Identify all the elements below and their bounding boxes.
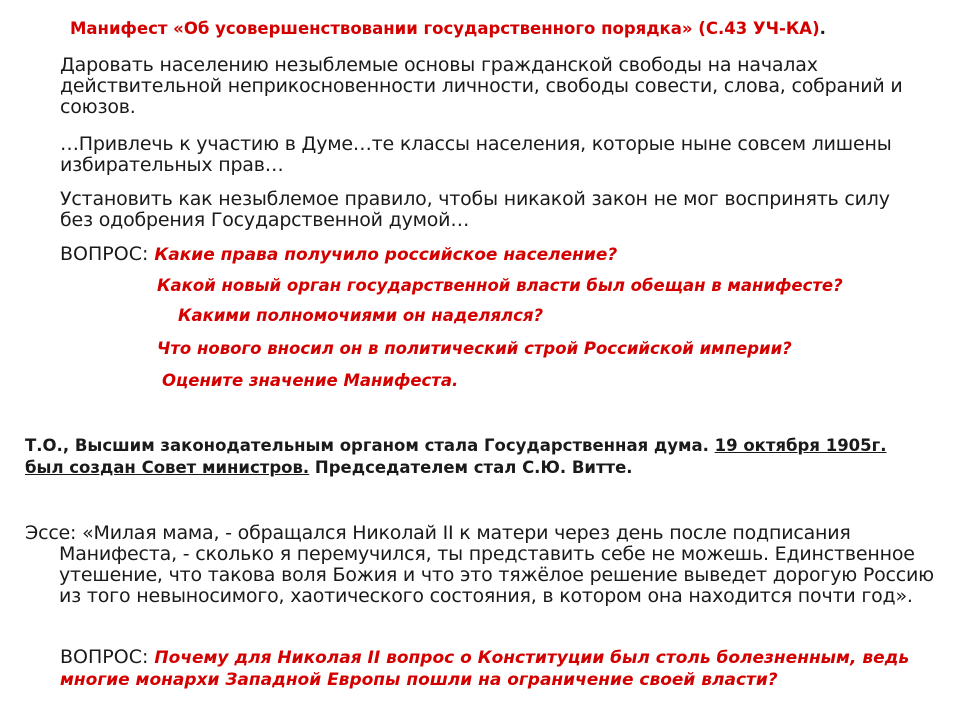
final-question: [60, 647, 940, 691]
essay: [25, 523, 940, 607]
question-political-change: Что нового вносил он в политический строй Российской империи?: [157, 339, 792, 358]
final-question-text: Почему для Николая II вопрос о Конституции был столь болезненным, ведь многие монархи Западной Европы пошли на ограничение своей власти?: [60, 648, 910, 690]
paragraph-civil-liberties: Даровать населению незыблемые основы гражданской свободы на началах действительной неприкосновенности личности, свободы совести, слова, собраний и союзов.: [60, 54, 903, 118]
slide-title: [70, 16, 940, 42]
question-label: ВОПРОС:: [60, 243, 155, 265]
essay-body: Манифеста, - сколько я перемучился, ты представить себе не можешь. Единственное утешение, что такова воля Божия и что это тяжёлое решение выведет дорогую Россию из того невыносимого, хаотического состояния, в котором она находится почти год».: [59, 543, 934, 607]
title-end: .: [819, 19, 826, 38]
question-evaluate: Оцените значение Манифеста.: [162, 371, 459, 390]
question-line-1: [60, 244, 940, 266]
question-powers: Какими полномочиями он наделялся?: [178, 306, 544, 325]
paragraph-law-approval: Установить как незыблемое правило, чтобы никакой закон не мог воспринять силу без одобрения Государственной думой…: [60, 188, 890, 231]
question-new-organ: Какой новый орган государственной власти был обещан в манифесте?: [157, 276, 843, 295]
paragraph-duma-participation: …Привлечь к участию в Думе…те классы населения, которые ныне совсем лишены избирательных прав…: [60, 133, 892, 176]
title-text: Манифест «Об усовершенствовании государственного порядка» (С.43 УЧ-КА): [70, 19, 820, 38]
conclusion-duma: Т.О., Высшим законодательным органом стала Государственная дума.: [25, 436, 715, 455]
conclusion-witte: Председателем стал С.Ю. Витте.: [309, 458, 633, 477]
conclusion-council-date: 19 октября 1905г. был создан Совет министров.: [25, 436, 887, 477]
essay-first-line: Эссе: «Милая мама, - обращался Николай II к матери через день после подписания: [25, 522, 851, 544]
conclusion: [25, 435, 905, 479]
question-rights: Какие права получило российское население?: [154, 245, 618, 265]
final-question-label: ВОПРОС:: [60, 646, 155, 668]
